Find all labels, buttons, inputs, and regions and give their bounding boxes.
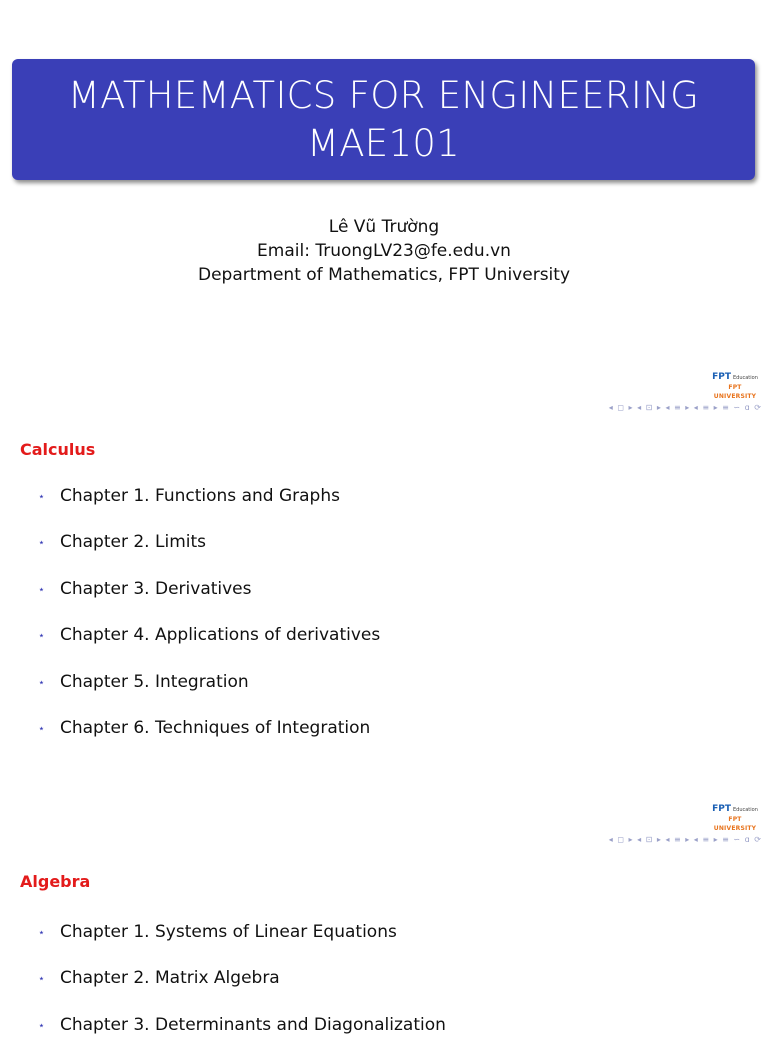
section-heading-calculus: Calculus bbox=[20, 440, 96, 459]
beamer-navigation-bar[interactable]: ◂ ◻ ▸ ◂ ⊡ ▸ ◂ ≡ ▸ ◂ ≡ ▸ ≡ ∽ ɑ ⟳ bbox=[608, 835, 762, 844]
fpt-logo-university: FPT UNIVERSITY bbox=[713, 384, 757, 400]
star-bullet-icon: ⋆ bbox=[38, 972, 45, 986]
star-bullet-icon: ⋆ bbox=[38, 675, 45, 689]
title-banner bbox=[12, 59, 755, 180]
fpt-logo-university: FPT UNIVERSITY bbox=[713, 816, 757, 832]
fpt-logo-tag: Education bbox=[732, 375, 758, 381]
star-bullet-icon: ⋆ bbox=[38, 582, 45, 596]
star-bullet-icon: ⋆ bbox=[38, 490, 45, 503]
list-item bbox=[38, 672, 380, 718]
author-department: Department of Mathematics, FPT University bbox=[198, 265, 570, 285]
list-item bbox=[38, 718, 380, 764]
chapter-label: Chapter 3. Derivatives bbox=[60, 578, 252, 599]
author-block bbox=[0, 215, 768, 287]
beamer-navigation-bar[interactable]: ◂ ◻ ▸ ◂ ⊡ ▸ ◂ ≡ ▸ ◂ ≡ ▸ ≡ ∽ ɑ ⟳ bbox=[608, 403, 762, 412]
section-heading-algebra: Algebra bbox=[20, 872, 91, 891]
star-bullet-icon: ⋆ bbox=[38, 721, 45, 735]
chapter-label: Chapter 1. Functions and Graphs bbox=[60, 486, 340, 506]
list-item bbox=[38, 486, 380, 532]
chapter-label: Chapter 2. Limits bbox=[60, 532, 206, 553]
chapter-label: Chapter 6. Techniques of Integration bbox=[60, 717, 371, 738]
chapter-label: Chapter 3. Determinants and Diagonalization bbox=[60, 1014, 446, 1035]
star-bullet-icon: ⋆ bbox=[38, 629, 45, 643]
chapter-label: Chapter 2. Matrix Algebra bbox=[60, 968, 280, 989]
chapter-label: Chapter 5. Integration bbox=[60, 671, 249, 692]
fpt-logo-mark: FPT bbox=[712, 372, 731, 382]
algebra-chapter-list bbox=[38, 922, 446, 1061]
chapter-label: Chapter 4. Applications of derivatives bbox=[60, 625, 381, 646]
fpt-logo-mark: FPT bbox=[712, 804, 731, 814]
list-item bbox=[38, 968, 446, 1014]
list-item bbox=[38, 625, 380, 671]
fpt-logo bbox=[708, 372, 762, 400]
chapter-label: Chapter 1. Systems of Linear Equations bbox=[60, 922, 397, 942]
course-code: MAE101 bbox=[306, 121, 461, 165]
list-item bbox=[38, 922, 446, 968]
fpt-logo-tag: Education bbox=[732, 807, 758, 813]
star-bullet-icon: ⋆ bbox=[38, 926, 45, 939]
star-bullet-icon: ⋆ bbox=[38, 536, 45, 550]
fpt-logo bbox=[708, 804, 762, 832]
course-title: MATHEMATICS FOR ENGINEERING bbox=[67, 73, 700, 117]
author-name: Lê Vũ Trường bbox=[328, 217, 440, 237]
star-bullet-icon: ⋆ bbox=[38, 1018, 45, 1032]
list-item bbox=[38, 579, 380, 625]
list-item bbox=[38, 532, 380, 578]
calculus-chapter-list bbox=[38, 486, 380, 764]
list-item bbox=[38, 1015, 446, 1061]
author-email: Email: TruongLV23@fe.edu.vn bbox=[257, 241, 511, 261]
